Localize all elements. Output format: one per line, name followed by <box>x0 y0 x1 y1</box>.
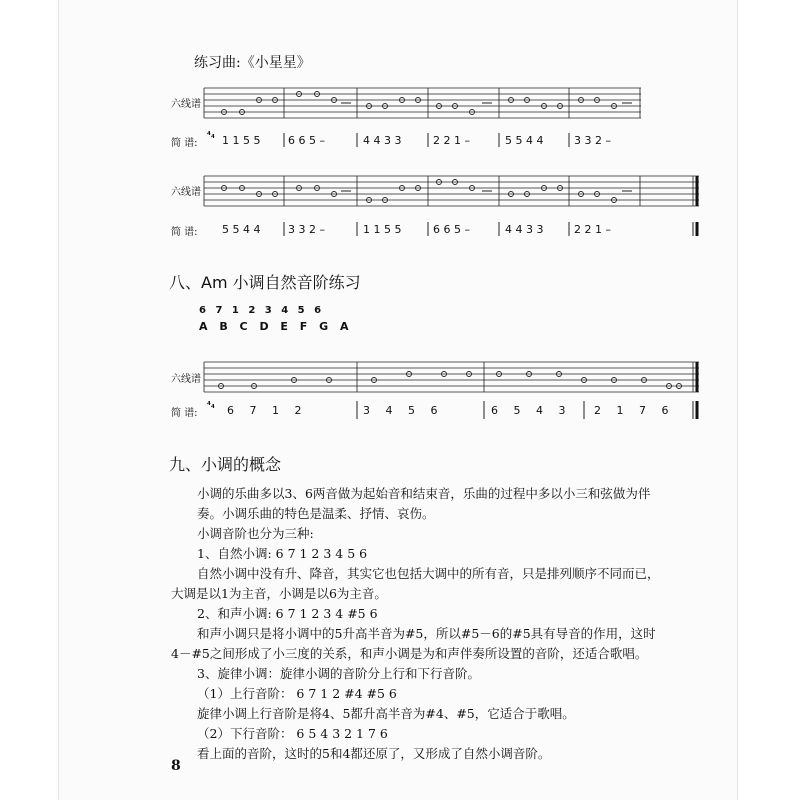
time-signature-3: ⁴₄ <box>207 401 215 411</box>
staff-label-2: 六线谱 <box>171 187 201 198</box>
jianpu-label-2: 简 谱: <box>171 227 198 238</box>
jianpu-measure: 5 5 4 4 <box>505 134 544 147</box>
paragraph-line: 奏。小调乐曲的特色是温柔、抒情、哀伤。 <box>197 506 435 521</box>
section-8-heading: 八、Am 小调自然音阶练习 <box>169 273 361 292</box>
jianpu-measure: 6 6 5 – <box>288 134 325 147</box>
jianpu-measure: 3 4 5 6 <box>363 404 438 417</box>
time-signature-1: ⁴₄ <box>207 131 215 141</box>
paragraph-line: 3、旋律小调：旋律小调的音阶分上行和下行音阶。 <box>197 666 480 681</box>
jianpu-measure: 2 2 1 – <box>574 223 611 236</box>
jianpu-measure: 3 3 2 – <box>288 223 325 236</box>
paragraph-line: 大调是以1为主音，小调是以6为主音。 <box>171 586 387 601</box>
tab-staff-1 <box>199 78 699 128</box>
paragraph-line: 看上面的音阶，这时的5和4都还原了，又形成了自然小调音阶。 <box>197 746 551 761</box>
paragraph-line: 2、和声小调: 6 7 1 2 3 4 #5 6 <box>197 606 378 621</box>
jianpu-measure: 4 4 3 3 <box>505 223 544 236</box>
section-9-heading: 九、小调的概念 <box>169 455 282 474</box>
scale-letters: A B C D E F G A <box>199 320 353 333</box>
barlines-1 <box>199 132 699 150</box>
paragraph-line: 小调的乐曲多以3、6两音做为起始音和结束音，乐曲的过程中多以小三和弦做为伴 <box>197 486 651 501</box>
jianpu-measure: 6 6 5 – <box>433 223 470 236</box>
page-number: 8 <box>171 758 181 774</box>
barlines-3 <box>199 400 699 422</box>
book-page <box>58 0 738 800</box>
tab-staff-2 <box>199 166 699 216</box>
paragraph-line: 1、自然小调: 6 7 1 2 3 4 5 6 <box>197 546 368 561</box>
paragraph-line: （2）下行音阶： 6 5 4 3 2 1 7 6 <box>197 726 388 741</box>
jianpu-measure: 2 1 7 6 <box>594 404 669 417</box>
staff-label-1: 六线谱 <box>171 99 201 110</box>
barlines-2 <box>199 221 699 239</box>
jianpu-measure: 1 1 5 5 <box>222 134 261 147</box>
paragraph-line: 自然小调中没有升、降音，其实它也包括大调中的所有音，只是排列顺序不同而已， <box>197 566 660 581</box>
jianpu-label-3: 简 谱: <box>171 408 198 419</box>
paragraph-line: 旋律小调上行音阶是将4、5都升高半音为#4、#5，它适合于歌唱。 <box>197 706 575 721</box>
paragraph-line: （1）上行音阶： 6 7 1 2 #4 #5 6 <box>197 686 397 701</box>
etude-title: 练习曲:《小星星》 <box>194 55 311 71</box>
jianpu-label-1: 简 谱: <box>171 138 198 149</box>
jianpu-measure: 1 1 5 5 <box>363 223 402 236</box>
jianpu-measure: 4 4 3 3 <box>363 134 402 147</box>
jianpu-measure: 3 3 2 – <box>574 134 611 147</box>
jianpu-measure: 2 2 1 – <box>433 134 470 147</box>
paragraph-line: 4－#5之间形成了小三度的关系，和声小调是为和声伴奏所设置的音阶，还适合歌唱。 <box>171 646 648 661</box>
jianpu-measure: 6 7 1 2 <box>227 404 302 417</box>
jianpu-measure: 6 5 4 3 <box>491 404 566 417</box>
jianpu-measure: 5 5 4 4 <box>222 223 261 236</box>
paragraph-line: 小调音阶也分为三种: <box>197 526 314 541</box>
scale-numbers: 6 7 1 2 3 4 5 6 <box>199 305 325 316</box>
tab-staff-3 <box>199 352 699 402</box>
paragraph-line: 和声小调只是将小调中的5升高半音为#5，所以#5－6的#5具有导音的作用，这时 <box>197 626 656 641</box>
staff-label-3: 六线谱 <box>171 374 201 385</box>
